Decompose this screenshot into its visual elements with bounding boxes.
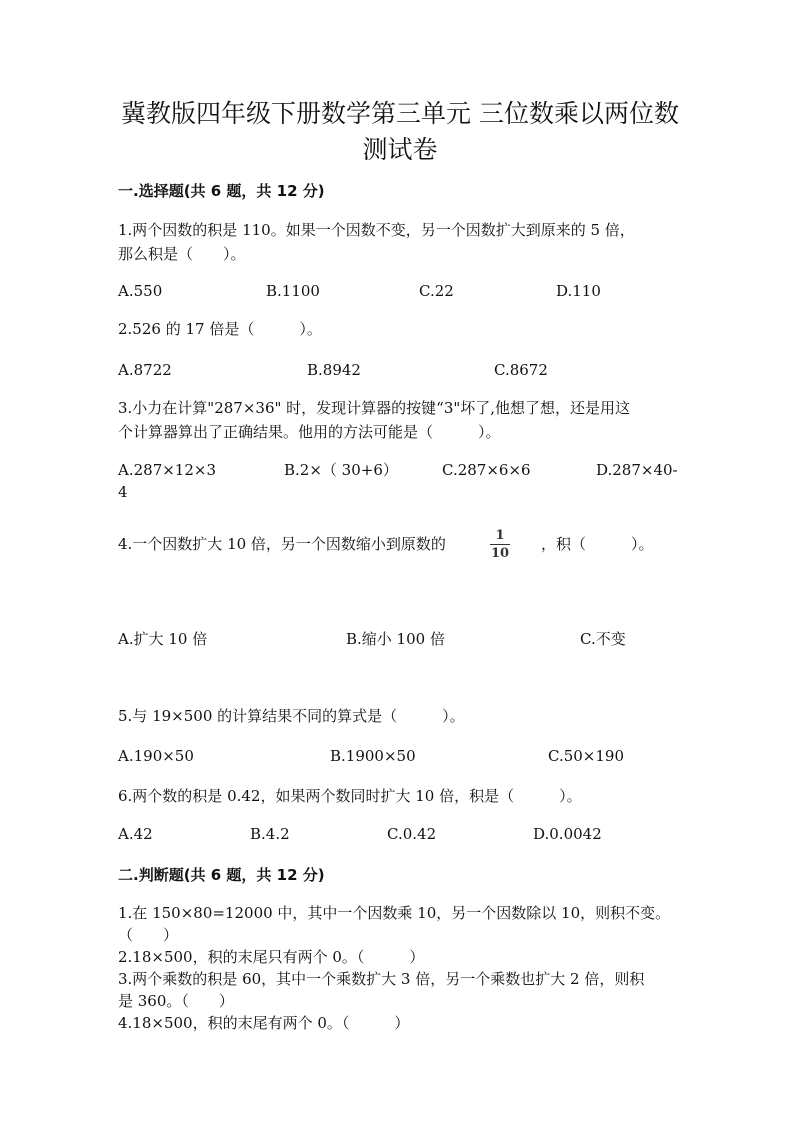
q4-option-a[interactable]: A.扩大 10 倍 — [118, 630, 208, 648]
fraction-bar — [490, 544, 510, 545]
q6-option-c[interactable]: C.0.42 — [387, 825, 437, 843]
judgment-item-1 — [118, 902, 698, 946]
judgment-item-3 — [118, 968, 698, 1012]
judgment-item-3-line-1: 3.两个乘数的积是 60，其中一个乘数扩大 3 倍，另一个乘数也扩大 2 倍，则积 — [118, 970, 645, 988]
q4-option-c[interactable]: C.不变 — [580, 630, 626, 648]
q2-option-c[interactable]: C.8672 — [494, 361, 548, 379]
question-2: 2.526 的 17 倍是（ ）。 — [118, 320, 322, 338]
q3-option-d[interactable]: D.287×40- — [596, 461, 678, 479]
title-line-1: 冀教版四年级下册数学第三单元 三位数乘以两位数 — [121, 99, 679, 128]
document-title — [0, 96, 800, 168]
question-5: 5.与 19×500 的计算结果不同的算式是（ ）。 — [118, 707, 465, 725]
q3-option-c[interactable]: C.287×6×6 — [442, 461, 531, 479]
question-4-text: 4.一个因数扩大 10 倍，另一个因数缩小到原数的 — [118, 535, 446, 553]
fraction-denominator: 10 — [490, 546, 510, 561]
fraction-numerator: 1 — [495, 528, 505, 543]
question-1-line-1: 1.两个因数的积是 110。如果一个因数不变，另一个因数扩大到原来的 5 倍， — [118, 221, 635, 239]
question-3-line-2: 个计算器算出了正确结果。他用的方法可能是（ ）。 — [118, 423, 501, 441]
q6-option-b[interactable]: B.4.2 — [250, 825, 290, 843]
title-line-2: 测试卷 — [362, 135, 438, 164]
question-3-line-1: 3.小力在计算"287×36" 时，发现计算器的按键“3"坏了,他想了想，还是用这 — [118, 399, 631, 417]
q1-option-c[interactable]: C.22 — [419, 282, 454, 300]
q1-option-b[interactable]: B.1100 — [266, 282, 320, 300]
question-1 — [118, 218, 688, 266]
q2-option-a[interactable]: A.8722 — [118, 361, 172, 379]
q3-option-a[interactable]: A.287×12×3 — [118, 461, 216, 479]
section-heading-choice: 一.选择题(共 6 题，共 12 分) — [118, 182, 325, 200]
question-6: 6.两个数的积是 0.42，如果两个数同时扩大 10 倍，积是（ ）。 — [118, 787, 582, 805]
q6-option-a[interactable]: A.42 — [118, 825, 153, 843]
judgment-item-1-line-1: 1.在 150×80=12000 中，其中一个因数乘 10，另一个因数除以 10，则积不变。 — [118, 904, 671, 922]
q5-option-a[interactable]: A.190×50 — [118, 747, 194, 765]
q4-option-b[interactable]: B.缩小 100 倍 — [346, 630, 445, 648]
q3-option-d-wrap: 4 — [118, 483, 128, 501]
q1-option-d[interactable]: D.110 — [556, 282, 601, 300]
judgment-item-2[interactable]: 2.18×500，积的末尾只有两个 0。（ ） — [118, 948, 425, 966]
q3-option-b[interactable]: B.2×（ 30+6） — [284, 461, 398, 479]
q6-option-d[interactable]: D.0.0042 — [533, 825, 602, 843]
judgment-item-1-line-2[interactable]: （ ） — [118, 926, 179, 944]
judgment-item-4[interactable]: 4.18×500，积的末尾有两个 0。（ ） — [118, 1014, 410, 1032]
question-1-line-2: 那么积是（ ）。 — [118, 245, 246, 263]
section-heading-judgment: 二.判断题(共 6 题，共 12 分) — [118, 866, 325, 884]
q2-option-b[interactable]: B.8942 — [307, 361, 361, 379]
question-3 — [118, 396, 688, 444]
q1-option-a[interactable]: A.550 — [118, 282, 163, 300]
judgment-item-3-line-2[interactable]: 是 360。（ ） — [118, 992, 234, 1010]
q5-option-c[interactable]: C.50×190 — [548, 747, 624, 765]
question-4-text-after: ，积（ ）。 — [541, 535, 654, 553]
q5-option-b[interactable]: B.1900×50 — [330, 747, 416, 765]
fraction-one-tenth — [488, 528, 512, 561]
